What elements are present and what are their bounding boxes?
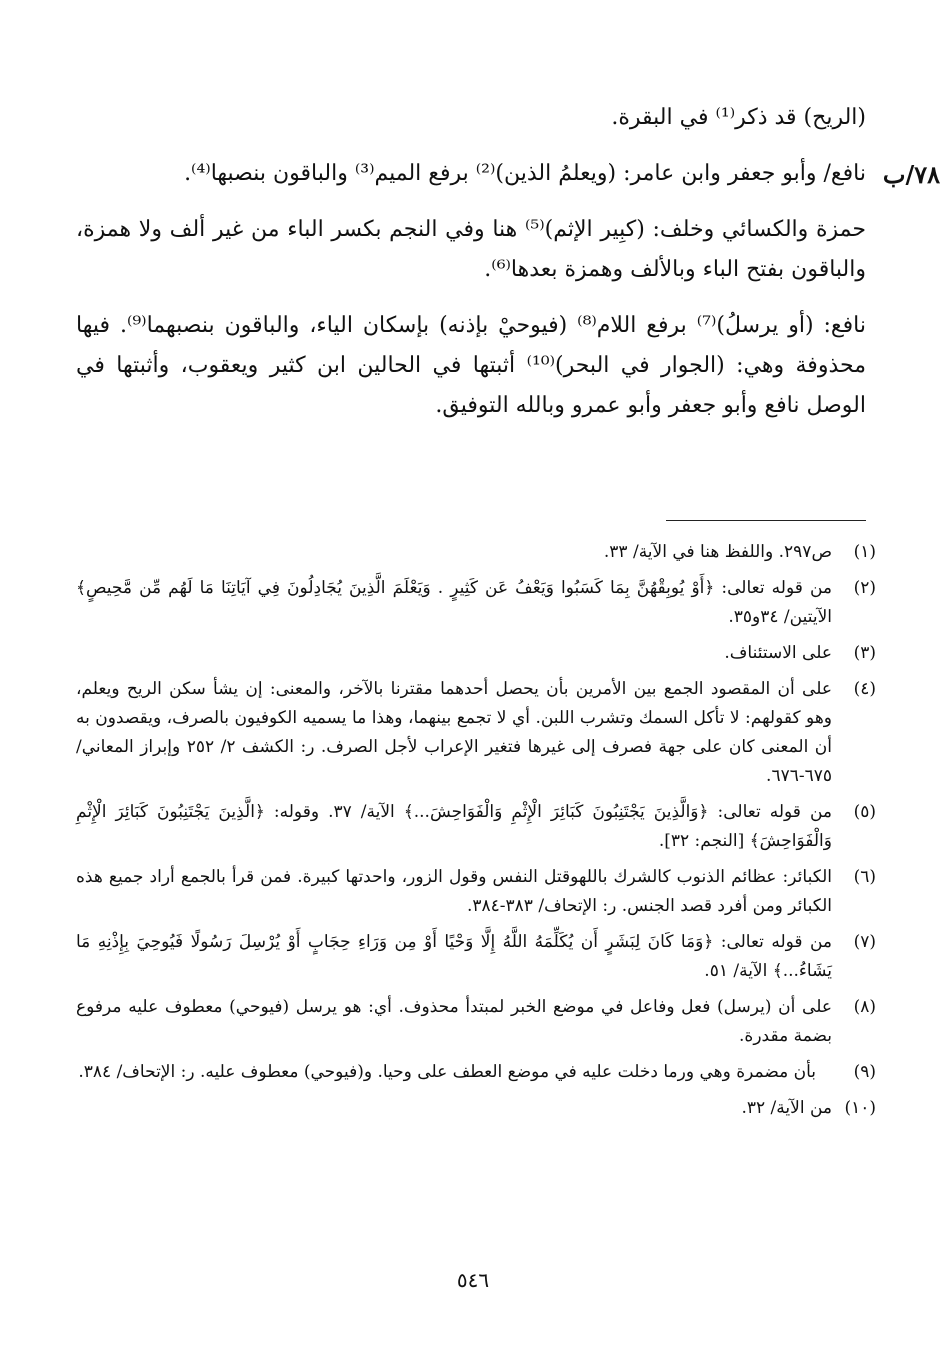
- footnote-number: (٩): [853, 1062, 876, 1082]
- footnote: [76, 1058, 876, 1087]
- page-number: ٥٤٦: [456, 1268, 490, 1292]
- footnotes: [76, 538, 876, 1130]
- footnote: [76, 928, 876, 986]
- footnote: [76, 1094, 876, 1123]
- footnote: [76, 675, 876, 791]
- footnote-number: (٥): [853, 802, 876, 822]
- footnote-number: (٤): [853, 679, 876, 699]
- footnote: [76, 538, 876, 567]
- footnote: [76, 863, 876, 921]
- footnote: [76, 798, 876, 856]
- footnote-number: (٦): [853, 867, 876, 887]
- paragraph-2: نافع/ وأبو جعفر وابن عامر: (ويعلمُ الذين)⁽²⁾ برفع الميم⁽³⁾ والباقون بنصبها⁽⁴⁾.: [184, 161, 866, 186]
- footnote-number: (٨): [853, 997, 876, 1017]
- main-text: [76, 98, 866, 442]
- footnote-text: من الآية/ ٣٢.: [741, 1098, 832, 1118]
- margin-folio-note: ٧٨/ب: [882, 160, 940, 189]
- footnote-text: على الاستئناف.: [724, 643, 832, 663]
- footnote-text: من قوله تعالى: ﴿أَوْ يُوبِقْهُنَّ بِمَا كَسَبُوا وَيَعْفُ عَن كَثِيرٍ . وَيَعْلَمَ الَّذِينَ يُجَادِلُونَ فِي آيَاتِنَا مَا لَهُم مِّن مَّحِيصٍ﴾ الآيتين/ ٣٤و٣٥.: [76, 578, 832, 627]
- footnote-number: (٣): [853, 643, 876, 663]
- footnote-text: على أن المقصود الجمع بين الأمرين بأن يحصل أحدهما مقترنا بالآخر، والمعنى: إن يشأ سكن الريح ويعلم، وهو كقولهم: لا تأكل السمك وتشرب اللبن. أي لا تجمع بينهما، وهذا ما يسميه الكوفيون بالصرف، ويقصدون به أن المعنى كان على جهة فصرف إلى غيرها فتغير الإعراب لأجل الصرف. ر: الكشف ٢/ ٢٥٢ وإبراز المعاني/ ٦٧٥-٦٧٦.: [76, 679, 833, 786]
- footnote-text: من قوله تعالى: ﴿وَالَّذِينَ يَجْتَنِبُونَ كَبَائِرَ الْإِثْمِ وَالْفَوَاحِشَ...﴾ الآية/ ٣٧. وقوله: ﴿الَّذِينَ يَجْتَنِبُونَ كَبَائِرَ الْإِثْمِ وَالْفَوَاحِشَ﴾ [النجم: ٣٢].: [76, 802, 832, 851]
- footnote-text: بأن مضمرة وهي ورما دخلت عليه في موضع العطف على وحيا. و(فيوحي) معطوف عليه. ر: الإتحاف/ ٣٨٤.: [78, 1062, 816, 1082]
- footnote-text: الكبائر: عظائم الذنوب كالشرك باللهوقتل النفس وقول الزور، واحدتها كبيرة. فمن قرأ بالجمع أراد جميع هذه الكبائر ومن أفرد قصد الجنس. ر: الإتحاف/ ٣٨٣-٣٨٤.: [76, 867, 832, 916]
- footnote-text: ص٢٩٧. واللفظ هنا في الآية/ ٣٣.: [603, 542, 832, 562]
- footnote: [76, 639, 876, 668]
- footnote-number: (١٠): [844, 1098, 876, 1118]
- paragraph-1: (الريح) قد ذكر⁽¹⁾ في البقرة.: [611, 105, 866, 130]
- footnote-number: (٢): [853, 578, 876, 598]
- footnote-number: (١): [853, 542, 876, 562]
- paragraph-3: حمزة والكسائي وخلف: (كبِير الإثم)⁽⁵⁾ هنا وفي النجم بكسر الباء من غير ألف ولا همزة، والباقون بفتح الباء وبالألف وهمزة بعدها⁽⁶⁾.: [76, 217, 866, 282]
- footnote-separator: [666, 520, 866, 521]
- footnote-text: على أن (يرسل) فعل وفاعل في موضع الخبر لمبتدأ محذوف. أي: هو يرسل (فيوحي) معطوف عليه مرفوع بضمة مقدرة.: [76, 997, 832, 1046]
- footnote-text: من قوله تعالى: ﴿وَمَا كَانَ لِبَشَرٍ أَن يُكَلِّمَهُ اللَّهُ إِلَّا وَحْيًا أَوْ مِن وَرَاءِ حِجَابٍ أَوْ يُرْسِلَ رَسُولًا فَيُوحِيَ بِإِذْنِهِ مَا يَشَاءُ...﴾ الآية/ ٥١.: [76, 932, 832, 981]
- paragraph-4: نافع: (أو يرسلُ)⁽⁷⁾ برفع اللام⁽⁸⁾ (فيوحيْ بإذنه) بإسكان الياء، والباقون بنصبهما⁽⁹⁾. فيها محذوفة وهي: (الجوار في البحر)⁽¹⁰⁾ أثبتها في الحالين ابن كثير ويعقوب، وأثبتها في الوصل نافع وأبو جعفر وأبو عمرو وبالله التوفيق.: [76, 313, 866, 418]
- footnote: [76, 993, 876, 1051]
- footnote: [76, 574, 876, 632]
- footnote-number: (٧): [853, 932, 876, 952]
